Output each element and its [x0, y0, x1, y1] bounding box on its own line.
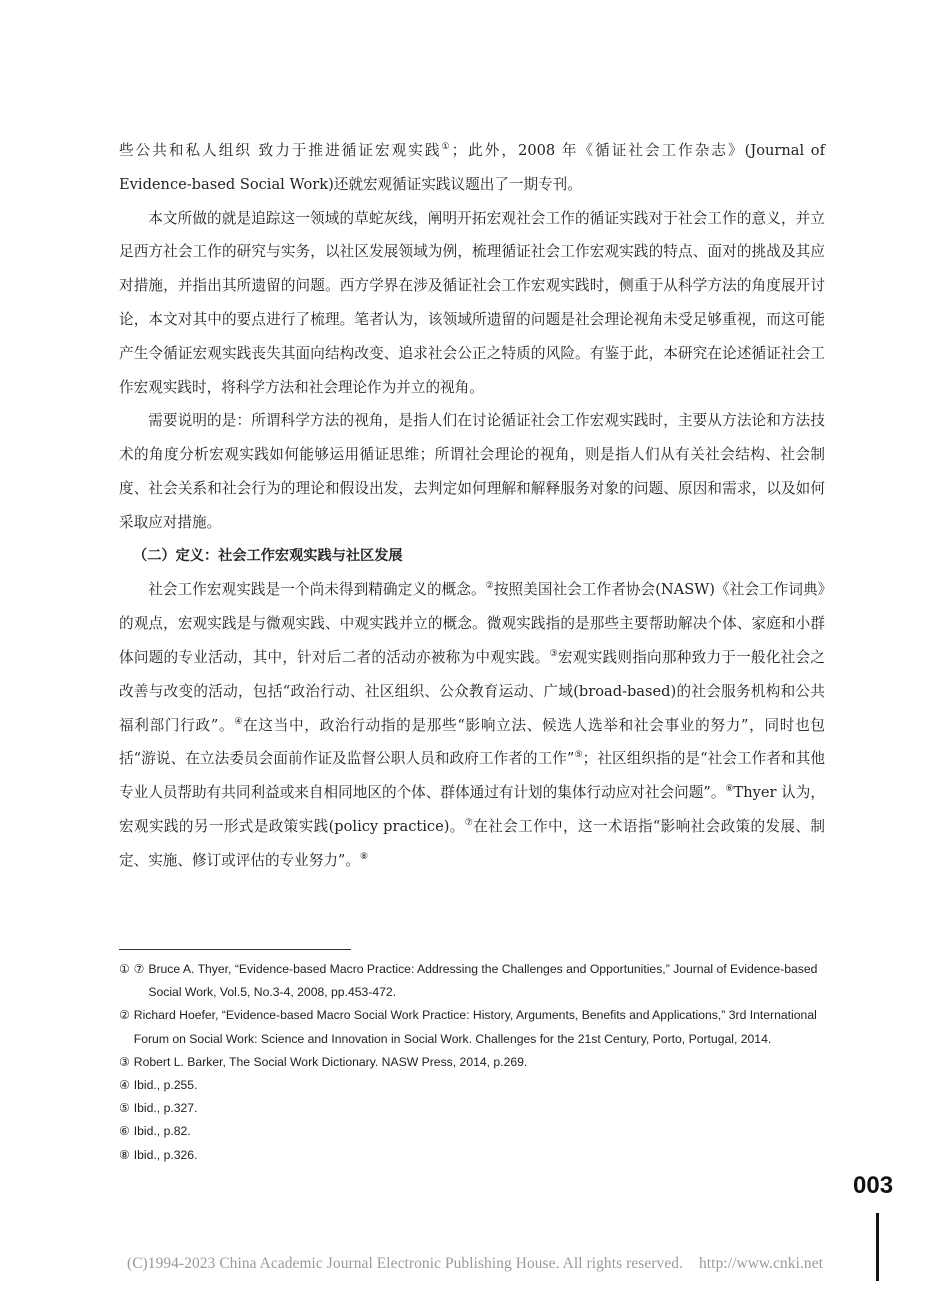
text-run: Thyer 认为，宏观实践的另一形式是政策实践(policy practice)。	[119, 784, 825, 835]
paragraph	[119, 134, 825, 202]
footnote-text: Richard Hoefer, “Evidence-based Macro Social Work Practice: History, Arguments, Benefits and Applications,” 3rd International Forum on Social Work: Science and Innovation in Social Work. Challenges for the 21st Century, Porto, Portugal, 2014.	[133, 1008, 817, 1046]
copyright-notice: (C)1994-2023 China Academic Journal Electronic Publishing House. All rights reserved.	[126, 1255, 684, 1272]
footnote-item	[119, 1004, 825, 1050]
footnote-mark: ⑥	[119, 1124, 130, 1139]
article-body	[119, 134, 825, 878]
footnote-reference[interactable]: ②	[485, 581, 494, 592]
footnotes	[119, 958, 825, 1167]
footnote-reference[interactable]: ④	[234, 716, 244, 727]
paragraph	[119, 202, 825, 405]
text-run: 社会工作宏观实践是一个尚未得到精确定义的概念。	[148, 581, 486, 599]
text-run: ；此外，2008 年《循证社会工作杂志》(Journal of Evidence-based Social Work)还就宏观循证实践议题出了一期专刊。	[119, 142, 825, 193]
footnote-reference[interactable]: ⑤	[574, 750, 583, 761]
footnote-reference[interactable]: ⑦	[464, 818, 474, 829]
text-run: 需要说明的是：所谓科学方法的视角，是指人们在讨论循证社会工作宏观实践时，主要从方法论和方法技术的角度分析宏观实践如何能够运用循证思维；所谓社会理论的视角，则是指人们从有关社会结构、社会制度、社会关系和社会行为的理论和假设出发，去判定如何理解和解释服务对象的问题、原因和需求，以及如何采取应对措施。	[119, 412, 825, 531]
footnote-reference[interactable]: ⑥	[725, 784, 734, 795]
text-run: 宏观实践则指向那种致力于一般化社会之改善与改变的活动，包括“政治行动、社区组织、公众教育运动、广域(broad-based)的社会服务机构和公共福利部门行政”。	[119, 648, 825, 734]
paragraph	[119, 573, 825, 877]
footnote-item	[119, 1051, 825, 1074]
text-run: 按照美国社会工作者协会(NASW)《社会工作词典》的观点，宏观实践是与微观实践、中观实践并立的概念。微观实践指的是那些主要帮助解决个体、家庭和小群体问题的专业活动，其中，针对后二者的活动亦被称为中观实践。	[119, 581, 825, 666]
footnote-reference[interactable]: ⑧	[359, 851, 369, 862]
footnote-text: Robert L. Barker, The Social Work Dictionary. NASW Press, 2014, p.269.	[133, 1054, 528, 1069]
footnote-text: Ibid., p.255.	[133, 1078, 198, 1093]
footnote-text: Ibid., p.82.	[133, 1124, 191, 1139]
footnote-reference[interactable]: ③	[549, 649, 558, 660]
footnote-item	[119, 1144, 825, 1167]
footnote-mark: ④	[119, 1078, 130, 1093]
text-run: ；社区组织指的是“社会工作者和其他专业人员帮助有共同利益或来自相同地区的个体、群体通过有计划的集体行动应对社会问题”。	[119, 750, 825, 802]
footnote-mark: ① ⑦	[119, 962, 145, 976]
footnote-item	[119, 1074, 825, 1097]
page-number: 003	[853, 1172, 894, 1199]
copyright-footer	[0, 1255, 950, 1273]
footnote-item	[119, 1120, 825, 1143]
footnote-divider	[119, 949, 351, 950]
footnote-text: Ibid., p.326.	[133, 1147, 198, 1162]
text-run: 在社会工作中，这一术语指“影响社会政策的发展、制定、实施、修订或评估的专业努力”。	[119, 817, 825, 869]
footnote-item	[119, 958, 825, 1004]
paragraph	[119, 404, 825, 539]
footnote-reference[interactable]: ①	[441, 142, 452, 153]
copyright-url[interactable]: http://www.cnki.net	[699, 1255, 824, 1272]
text-run: 在这当中，政治行动指的是那些“影响立法、候选人选举和社会事业的努力”，同时也包括“游说、在立法委员会面前作证及监督公职人员和政府工作者的工作”	[119, 716, 825, 768]
footnote-item	[119, 1097, 825, 1120]
section-heading	[119, 540, 825, 574]
footnote-mark: ②	[119, 1008, 130, 1023]
text-run: 些公共和私人组织 致力于推进循证宏观实践	[119, 142, 442, 159]
footnote-mark: ⑧	[119, 1147, 130, 1162]
footnote-mark: ⑤	[119, 1101, 130, 1116]
footnote-text: Bruce A. Thyer, “Evidence-based Macro Practice: Addressing the Challenges and Opportunities,” Journal of Evidence-based Social Work, Vol.5, No.3-4, 2008, pp.453-472.	[148, 962, 818, 1000]
text-run: 本文所做的就是追踪这一领域的草蛇灰线，阐明开拓宏观社会工作的循证实践对于社会工作的意义，并立足西方社会工作的研究与实务，以社区发展领域为例，梳理循证社会工作宏观实践的特点、面对的挑战及其应对措施，并指出其所遗留的问题。西方学界在涉及循证社会工作宏观实践时，侧重于从科学方法的角度展开讨论，本文对其中的要点进行了梳理。笔者认为，该领域所遗留的问题是社会理论视角未受足够重视，而这可能产生令循证宏观实践丧失其面向结构改变、追求社会公正之特质的风险。有鉴于此，本研究在论述循证社会工作宏观实践时，将科学方法和社会理论作为并立的视角。	[119, 209, 825, 396]
footnote-mark: ③	[119, 1054, 130, 1069]
text-run: （二）定义：社会工作宏观实践与社区发展	[133, 547, 403, 564]
footnote-text: Ibid., p.327.	[133, 1101, 198, 1116]
